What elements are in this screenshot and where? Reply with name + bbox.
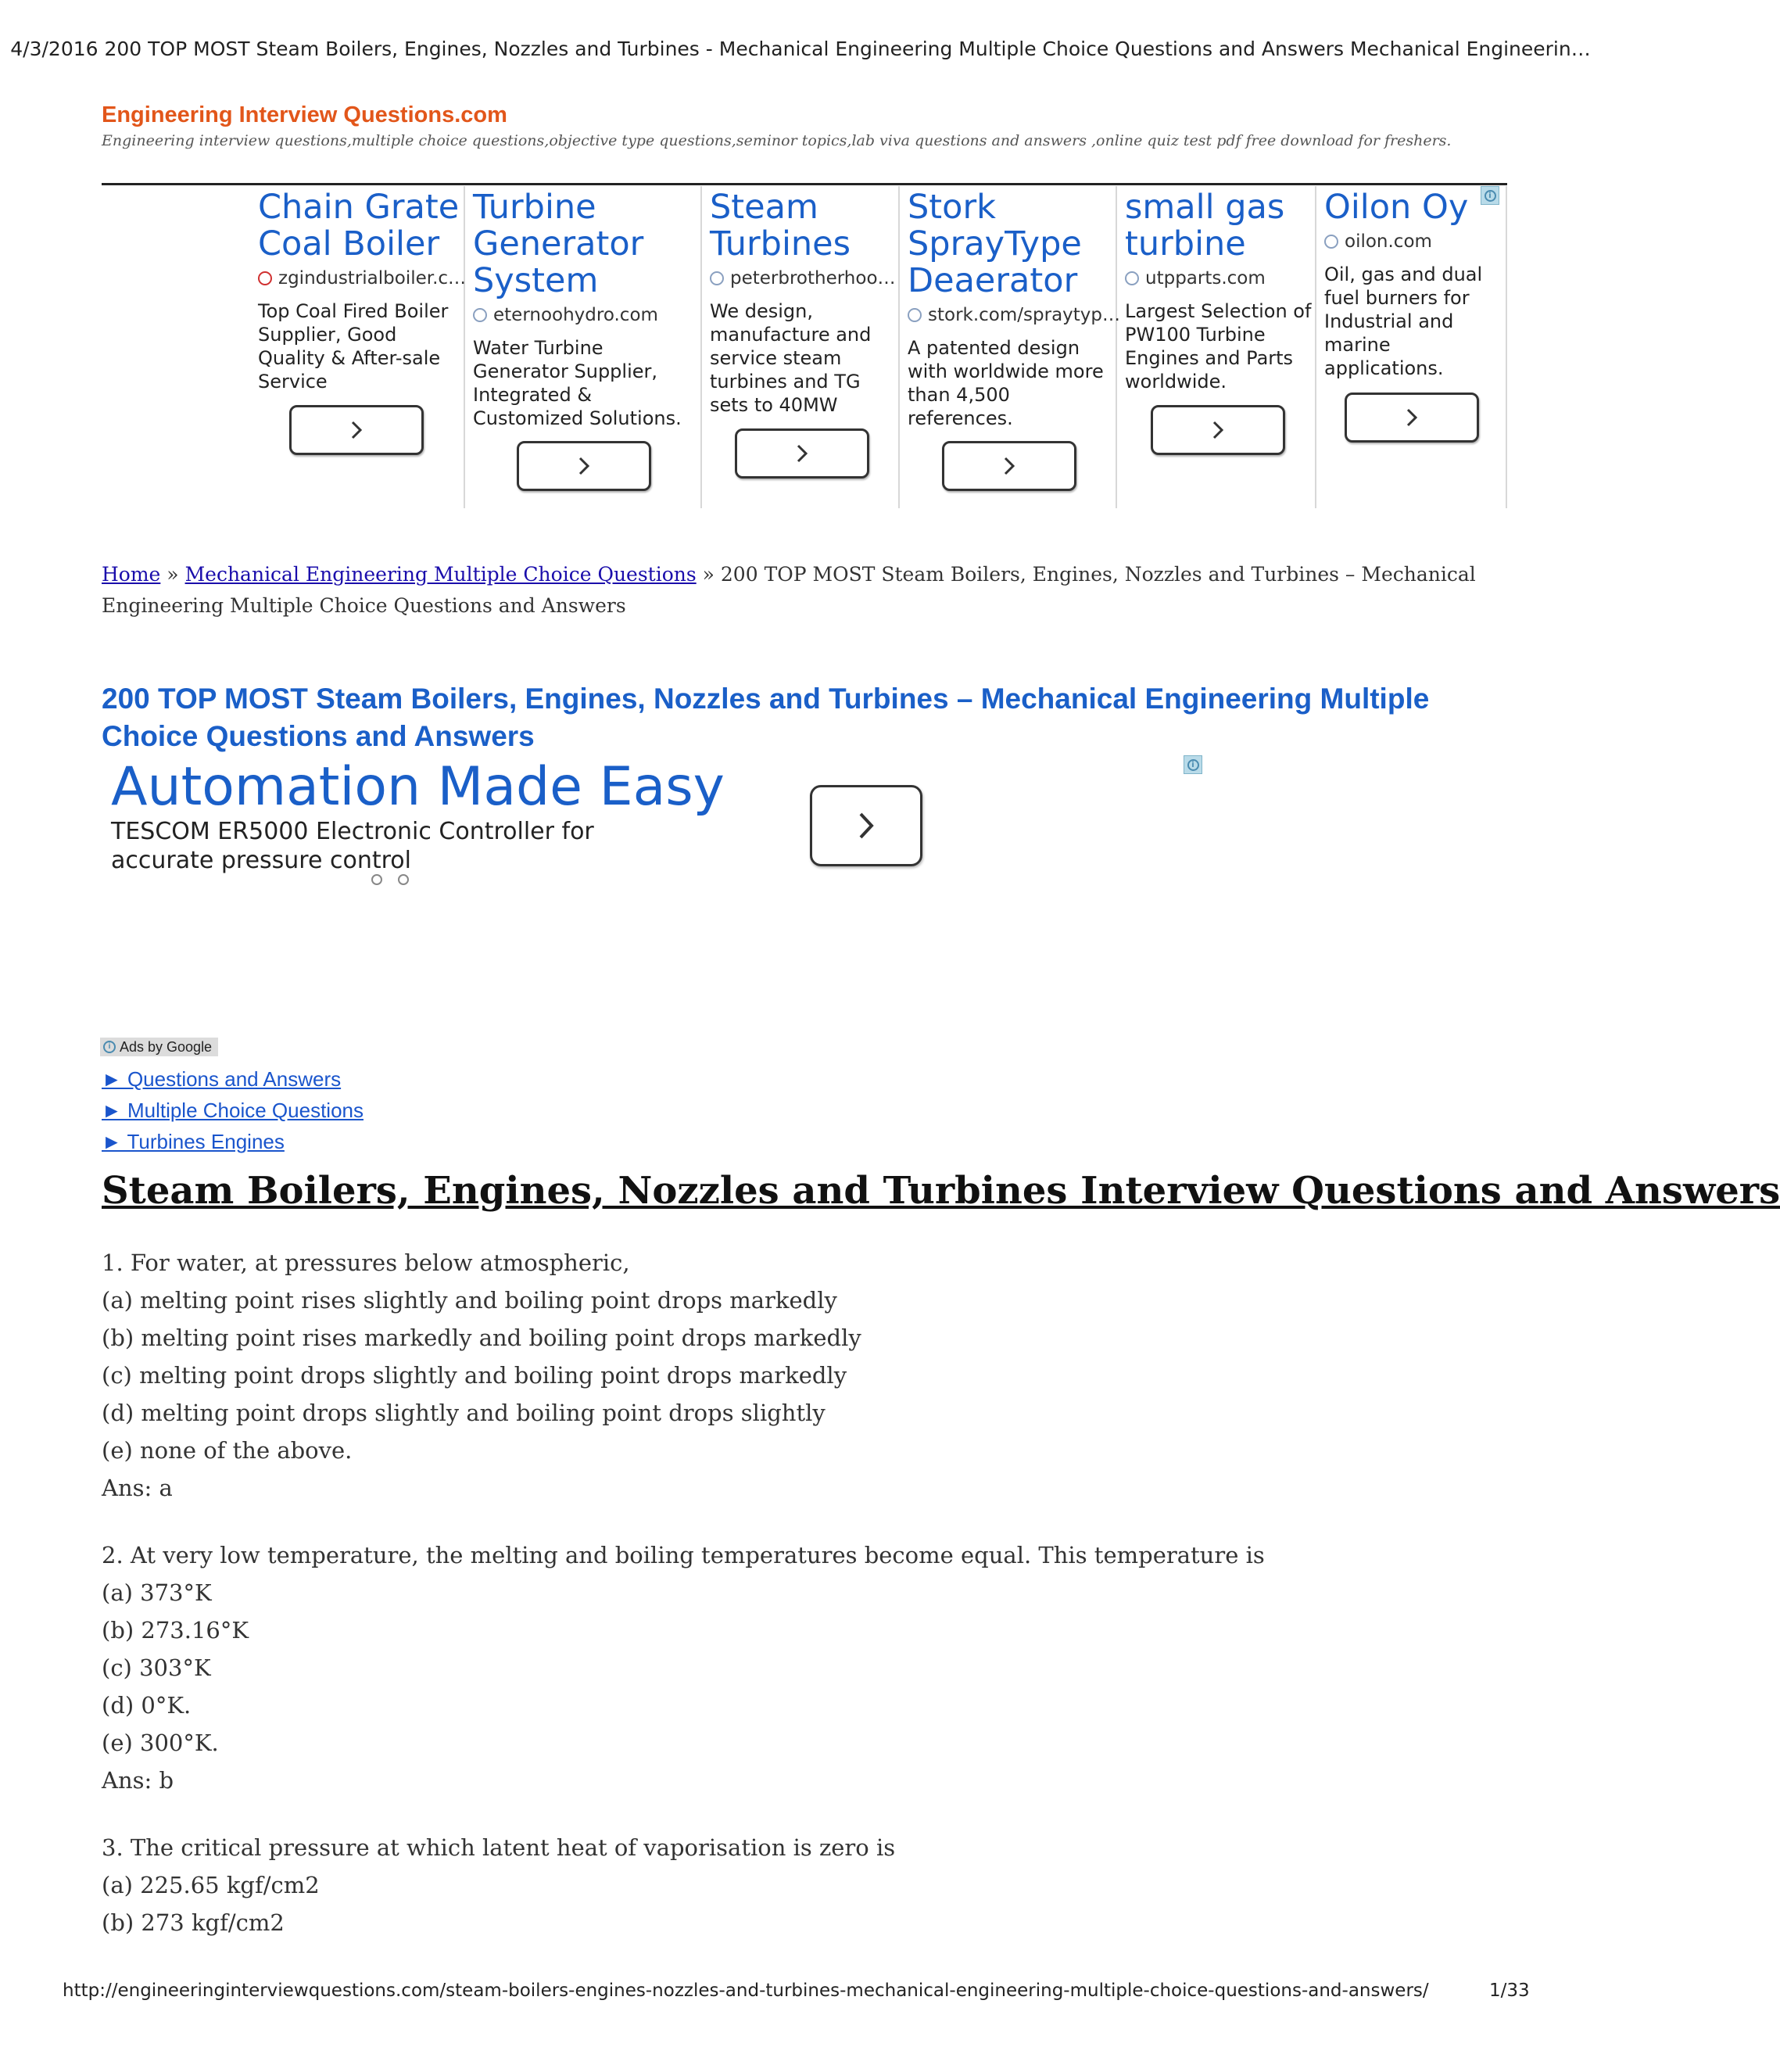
ad-globe-icon bbox=[1125, 271, 1139, 285]
ad-card[interactable] bbox=[1316, 186, 1507, 508]
ad-globe-icon bbox=[710, 271, 724, 285]
answer-key: Ans: b bbox=[102, 1767, 174, 1794]
ad-open-button[interactable] bbox=[1151, 405, 1285, 455]
ad-title[interactable]: Steam Turbines bbox=[710, 188, 851, 263]
question-text: 1. For water, at pressures below atmospheric, bbox=[102, 1249, 630, 1276]
breadcrumb-category-link[interactable]: Mechanical Engineering Multiple Choice Questions bbox=[184, 563, 697, 586]
breadcrumb-home-link[interactable]: Home bbox=[102, 563, 161, 586]
carousel-dot[interactable] bbox=[398, 874, 409, 885]
answer-option: (a) 373°K bbox=[102, 1579, 212, 1606]
answer-option: (a) melting point rises slightly and boiling point drops markedly bbox=[102, 1287, 837, 1314]
breadcrumb bbox=[102, 559, 1507, 622]
ad-domain: utpparts.com bbox=[1125, 268, 1266, 289]
ad-domain: oilon.com bbox=[1324, 231, 1432, 252]
ad-open-button[interactable] bbox=[289, 405, 424, 455]
chevron-right-icon bbox=[1403, 407, 1420, 428]
answer-key: Ans: a bbox=[102, 1475, 173, 1501]
answer-option: (c) 303°K bbox=[102, 1654, 211, 1681]
print-footer-url: http://engineeringinterviewquestions.com/steam-boilers-engines-nozzles-and-turbines-mechanical-engineering-multiple-choice-questions-and-answers/ bbox=[63, 1981, 1429, 2001]
question-text: 2. At very low temperature, the melting and boiling temperatures become equal. This temperature is bbox=[102, 1542, 1265, 1568]
answer-option: (d) melting point drops slightly and boiling point drops slightly bbox=[102, 1400, 826, 1426]
ad-link[interactable]: ► Questions and Answers bbox=[102, 1067, 342, 1091]
ad-title[interactable]: Chain Grate Coal Boiler bbox=[258, 188, 460, 263]
ad-open-button[interactable] bbox=[1345, 393, 1479, 443]
ad-description: Oil, gas and dual fuel burners for Industrial and marine applications. bbox=[1324, 263, 1483, 379]
breadcrumb-separator: » bbox=[696, 563, 721, 586]
chevron-right-icon bbox=[1209, 420, 1227, 440]
ad-card[interactable] bbox=[702, 186, 900, 508]
ad-card[interactable] bbox=[900, 186, 1121, 508]
ad-description: Largest Selection of PW100 Turbine Engines and Parts worldwide. bbox=[1125, 300, 1312, 393]
ad-domain: zgindustrialboiler.c… bbox=[258, 268, 466, 289]
ad-title[interactable]: Oilon Oy bbox=[1324, 188, 1469, 227]
page-number: 1/33 bbox=[1489, 1981, 1530, 2001]
ads-by-google-label[interactable]: i Ads by Google bbox=[100, 1038, 218, 1056]
ad-description: A patented design with worldwide more than 4,500 references. bbox=[908, 337, 1104, 429]
ad-description: Water Turbine Generator Supplier, Integrated & Customized Solutions. bbox=[473, 337, 682, 429]
ad-open-button[interactable] bbox=[942, 441, 1076, 491]
chevron-right-icon bbox=[575, 456, 593, 476]
ad-info-icon[interactable]: i bbox=[1184, 755, 1202, 774]
ad-globe-icon bbox=[908, 308, 922, 322]
ad-card[interactable] bbox=[1117, 186, 1316, 508]
answer-option: (b) melting point rises markedly and boiling point drops markedly bbox=[102, 1325, 861, 1351]
print-header: 4/3/2016 200 TOP MOST Steam Boilers, Engines, Nozzles and Turbines - Mechanical Engineering Multiple Choice Questions and Answers Mechanical Engineerin… bbox=[10, 38, 1591, 60]
ad-globe-icon bbox=[1324, 235, 1338, 249]
breadcrumb-current: 200 TOP MOST Steam Boilers, Engines, Nozzles and Turbines – Mechanical Engineering Multiple Choice Questions and Answers bbox=[102, 563, 1476, 617]
answer-option: (b) 273 kgf/cm2 bbox=[102, 1909, 285, 1936]
ad-domain: stork.com/spraytyp… bbox=[908, 305, 1120, 325]
ad-title[interactable]: Turbine Generator System bbox=[473, 188, 644, 300]
answer-option: (b) 273.16°K bbox=[102, 1617, 249, 1644]
ad-title[interactable]: small gas turbine bbox=[1125, 188, 1285, 263]
ad-domain: eternoohydro.com bbox=[473, 305, 658, 325]
ad-link[interactable]: ► Multiple Choice Questions bbox=[102, 1099, 364, 1122]
info-icon: i bbox=[103, 1041, 116, 1053]
section-heading: Steam Boilers, Engines, Nozzles and Turbines Interview Questions and Answers bbox=[102, 1169, 1780, 1213]
ad-info-icon[interactable]: i bbox=[1481, 186, 1499, 205]
ad-description: Top Coal Fired Boiler Supplier, Good Quality & After-sale Service bbox=[258, 300, 449, 393]
article-title: 200 TOP MOST Steam Boilers, Engines, Nozzles and Turbines – Mechanical Engineering Multiple Choice Questions and Answers bbox=[102, 683, 1430, 752]
answer-option: (e) none of the above. bbox=[102, 1437, 353, 1464]
ad-card[interactable] bbox=[465, 186, 702, 508]
ad-link[interactable]: ► Turbines Engines bbox=[102, 1130, 285, 1153]
ad-globe-icon bbox=[473, 308, 487, 322]
answer-option: (a) 225.65 kgf/cm2 bbox=[102, 1872, 320, 1898]
banner-ad-open-button[interactable] bbox=[810, 785, 922, 866]
site-tagline: Engineering interview questions,multiple choice questions,objective type questions,seminor topics,lab viva questions and answers ,online quiz test pdf free download for freshers. bbox=[102, 132, 1452, 149]
ad-globe-icon bbox=[258, 271, 272, 285]
ad-card[interactable] bbox=[250, 186, 465, 508]
banner-ad-headline[interactable]: Automation Made Easy bbox=[111, 756, 725, 818]
ad-title[interactable]: Stork SprayType Deaerator bbox=[908, 188, 1082, 300]
ad-open-button[interactable] bbox=[517, 441, 651, 491]
banner-ad-description: TESCOM ER5000 Electronic Controller for accurate pressure control bbox=[111, 818, 594, 874]
chevron-right-icon bbox=[854, 810, 878, 841]
chevron-right-icon bbox=[793, 443, 811, 464]
chevron-right-icon bbox=[1001, 456, 1018, 476]
answer-option: (c) melting point drops slightly and boiling point drops markedly bbox=[102, 1362, 847, 1389]
ad-domain: peterbrotherhoo… bbox=[710, 268, 896, 289]
question-text: 3. The critical pressure at which latent heat of vaporisation is zero is bbox=[102, 1834, 896, 1861]
answer-option: (e) 300°K. bbox=[102, 1730, 219, 1756]
chevron-right-icon bbox=[348, 420, 365, 440]
header-divider bbox=[102, 183, 1507, 185]
ad-open-button[interactable] bbox=[735, 428, 869, 479]
site-title[interactable]: Engineering Interview Questions.com bbox=[102, 102, 507, 127]
answer-option: (d) 0°K. bbox=[102, 1692, 192, 1719]
ad-description: We design, manufacture and service steam turbines and TG sets to 40MW bbox=[710, 300, 872, 416]
carousel-dot[interactable] bbox=[371, 874, 382, 885]
breadcrumb-separator: » bbox=[160, 563, 185, 586]
